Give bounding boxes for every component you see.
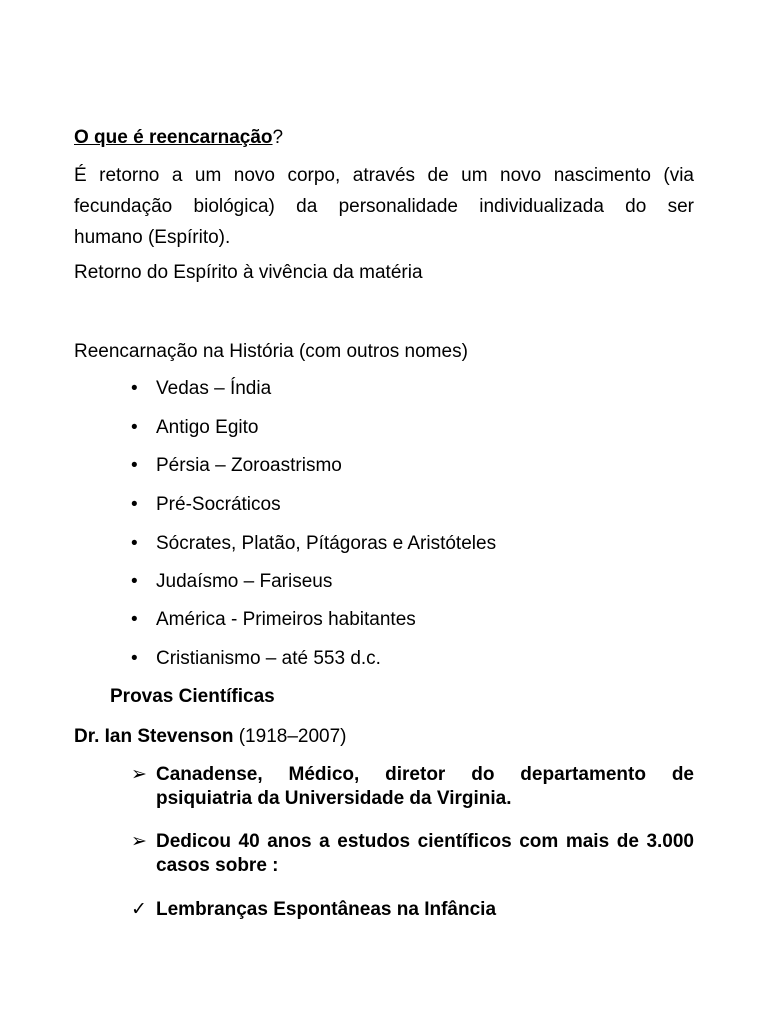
list-item: • Sócrates, Platão, Pítágoras e Aristóteles xyxy=(131,533,497,554)
question-mark: ? xyxy=(272,127,284,148)
researcher-years: (1918–2007) xyxy=(233,726,347,747)
list-item: • Cristianismo – até 553 d.c. xyxy=(131,648,381,669)
list-item: • Antigo Egito xyxy=(131,417,259,438)
bullet-icon: • xyxy=(131,417,138,438)
question-heading xyxy=(74,126,283,150)
list-item: • Judaísmo – Fariseus xyxy=(131,571,333,592)
researcher-line xyxy=(74,725,347,749)
list-item: • América - Primeiros habitantes xyxy=(131,609,416,630)
question-text: O que é reencarnação xyxy=(74,127,273,148)
arrow-bullet-icon: ➢ xyxy=(131,764,147,785)
researcher-name: Dr. Ian Stevenson xyxy=(74,726,234,747)
bullet-icon: • xyxy=(131,378,138,399)
bullet-icon: • xyxy=(131,533,138,554)
definition-line-3: humano (Espírito). xyxy=(74,227,231,248)
evidence-point-2: ➢ Dedicou 40 anos a estudos científicos com mais de 3.000 casos sobre : xyxy=(131,831,694,876)
bullet-icon: • xyxy=(131,455,138,476)
evidence-point-1: ➢ Canadense, Médico, diretor do departamento de psiquiatria da Universidade da Virginia. xyxy=(131,764,694,809)
bullet-icon: • xyxy=(131,648,138,669)
bullet-icon: • xyxy=(131,609,138,630)
bullet-icon: • xyxy=(131,494,138,515)
list-item: • Pérsia – Zoroastrismo xyxy=(131,455,342,476)
list-item: • Vedas – Índia xyxy=(131,378,272,399)
list-item: • Pré-Socráticos xyxy=(131,494,281,515)
definition-line-1: É retorno a um novo corpo, através de um novo nascimento (via xyxy=(74,165,694,186)
history-heading: Reencarnação na História (com outros nomes) xyxy=(74,341,468,362)
summary-line: Retorno do Espírito à vivência da matéria xyxy=(74,262,423,283)
arrow-bullet-icon: ➢ xyxy=(131,831,147,852)
evidence-heading: Provas Científicas xyxy=(110,686,275,707)
check-icon: ✓ xyxy=(131,899,147,920)
check-item: ✓ Lembranças Espontâneas na Infância xyxy=(131,899,497,920)
definition-line-2: fecundação biológica) da personalidade individualizada do ser xyxy=(74,196,694,217)
bullet-icon: • xyxy=(131,571,138,592)
